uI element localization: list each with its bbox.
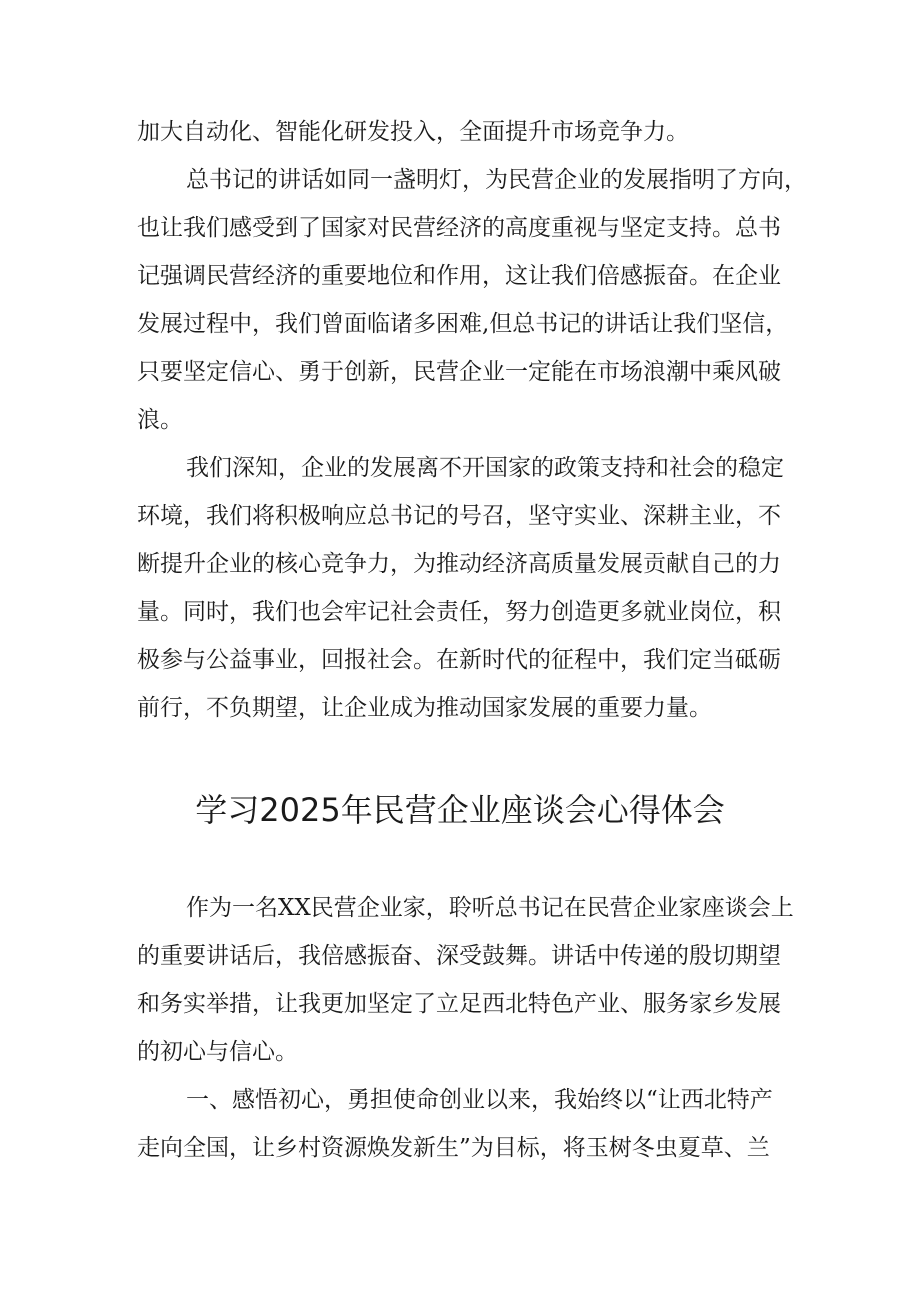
paragraph-line: 总书记的讲话如同一盏明灯，为民营企业的发展指明了方向， — [186, 167, 807, 193]
paragraph-line: 我们深知，企业的发展离不开国家的政策支持和社会的稳定 — [186, 455, 784, 481]
paragraph-line: 发展过程中，我们曾面临诸多困难,但总书记的讲话让我们坚信， — [137, 311, 789, 337]
paragraph-line: 量。同时，我们也会牢记社会责任，努力创造更多就业岗位，积 — [137, 599, 781, 625]
paragraph-line: 走向全国，让乡村资源焕发新生”为目标，将玉树冬虫夏草、兰 — [137, 1135, 770, 1161]
paragraph-line: 也让我们感受到了国家对民营经济的高度重视与坚定支持。总书 — [137, 215, 781, 241]
paragraph-line: 极参与公益事业，回报社会。在新时代的征程中，我们定当砥砺 — [137, 647, 781, 673]
paragraph-line: 断提升企业的核心竞争力，为推动经济高质量发展贡献自己的力 — [137, 551, 781, 577]
document-title: 学习2025年民营企业座谈会心得体会 — [195, 791, 725, 829]
paragraph-line: 加大自动化、智能化研发投入，全面提升市场竞争力。 — [137, 119, 689, 145]
paragraph-line: 环境，我们将积极响应总书记的号召，坚守实业、深耕主业，不 — [137, 503, 781, 529]
paragraph-line: 记强调民营经济的重要地位和作用，这让我们倍感振奋。在企业 — [137, 263, 781, 289]
paragraph-line: 前行，不负期望，让企业成为推动国家发展的重要力量。 — [137, 695, 712, 721]
paragraph-line: 浪。 — [137, 407, 183, 433]
paragraph-line: 的初心与信心。 — [137, 1039, 298, 1065]
paragraph-line: 只要坚定信心、勇于创新，民营企业一定能在市场浪潮中乘风破 — [137, 359, 781, 385]
paragraph-line: 的重要讲话后，我倍感振奋、深受鼓舞。讲话中传递的殷切期望 — [137, 943, 781, 969]
paragraph-line: 一、感悟初心，勇担使命创业以来，我始终以“让西北特产 — [186, 1087, 773, 1113]
paragraph-line: 和务实举措，让我更加坚定了立足西北特色产业、服务家乡发展 — [137, 991, 781, 1017]
paragraph-line: 作为一名XX民营企业家，聆听总书记在民营企业家座谈会上 — [186, 895, 794, 921]
